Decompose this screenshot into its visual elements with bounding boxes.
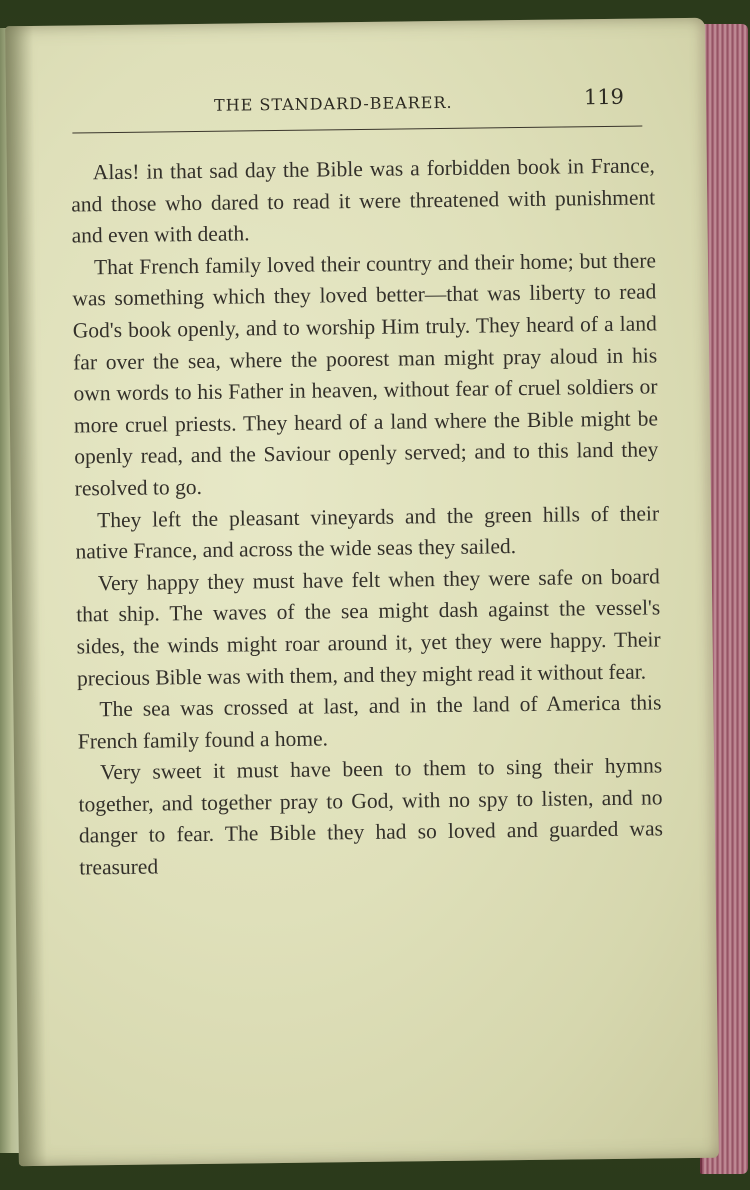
body-text [71,150,666,1097]
paragraph: They left the pleasant vineyards and the green hills of their native France, and across the wide seas they sailed. [75,500,660,564]
paragraph: Very happy they must have felt when they were safe on board that ship. The waves of the sea might dash against the vessel's sides, the winds might roar around it, yet they were happy. Their precious Bible was with them, and they might read it without fear. [76,564,661,690]
header-rule [72,126,642,134]
paragraph: Alas! in that sad day the Bible was a forbidden book in France, and those who dared to read it were threatened with punishment and even with death. [71,153,656,248]
running-head [66,80,646,127]
paragraph: Very sweet it must have been to them to sing their hymns together, and together pray to God, with no spy to listen, and no danger to fear. The Bible they had so loved and guarded was treasured [78,753,664,880]
book-page [5,18,719,1166]
paragraph: That French family loved their country and their home; but there was something which they loved better—that was liberty to read God's book openly, and to worship Him truly. They heard of a land far over the sea, where the poorest man might pray aloud in his own words to his Father in heaven, without fear of cruel soldiers or more cruel priests. They heard of a land where the Bible might be openly read, and the Saviour openly served; and to this land they resolved to go. [72,248,659,501]
running-head-title: THE STANDARD-BEARER. [213,92,453,115]
paragraph: The sea was crossed at last, and in the land of America this French family found a home. [77,690,662,754]
page-number: 119 [583,84,625,110]
